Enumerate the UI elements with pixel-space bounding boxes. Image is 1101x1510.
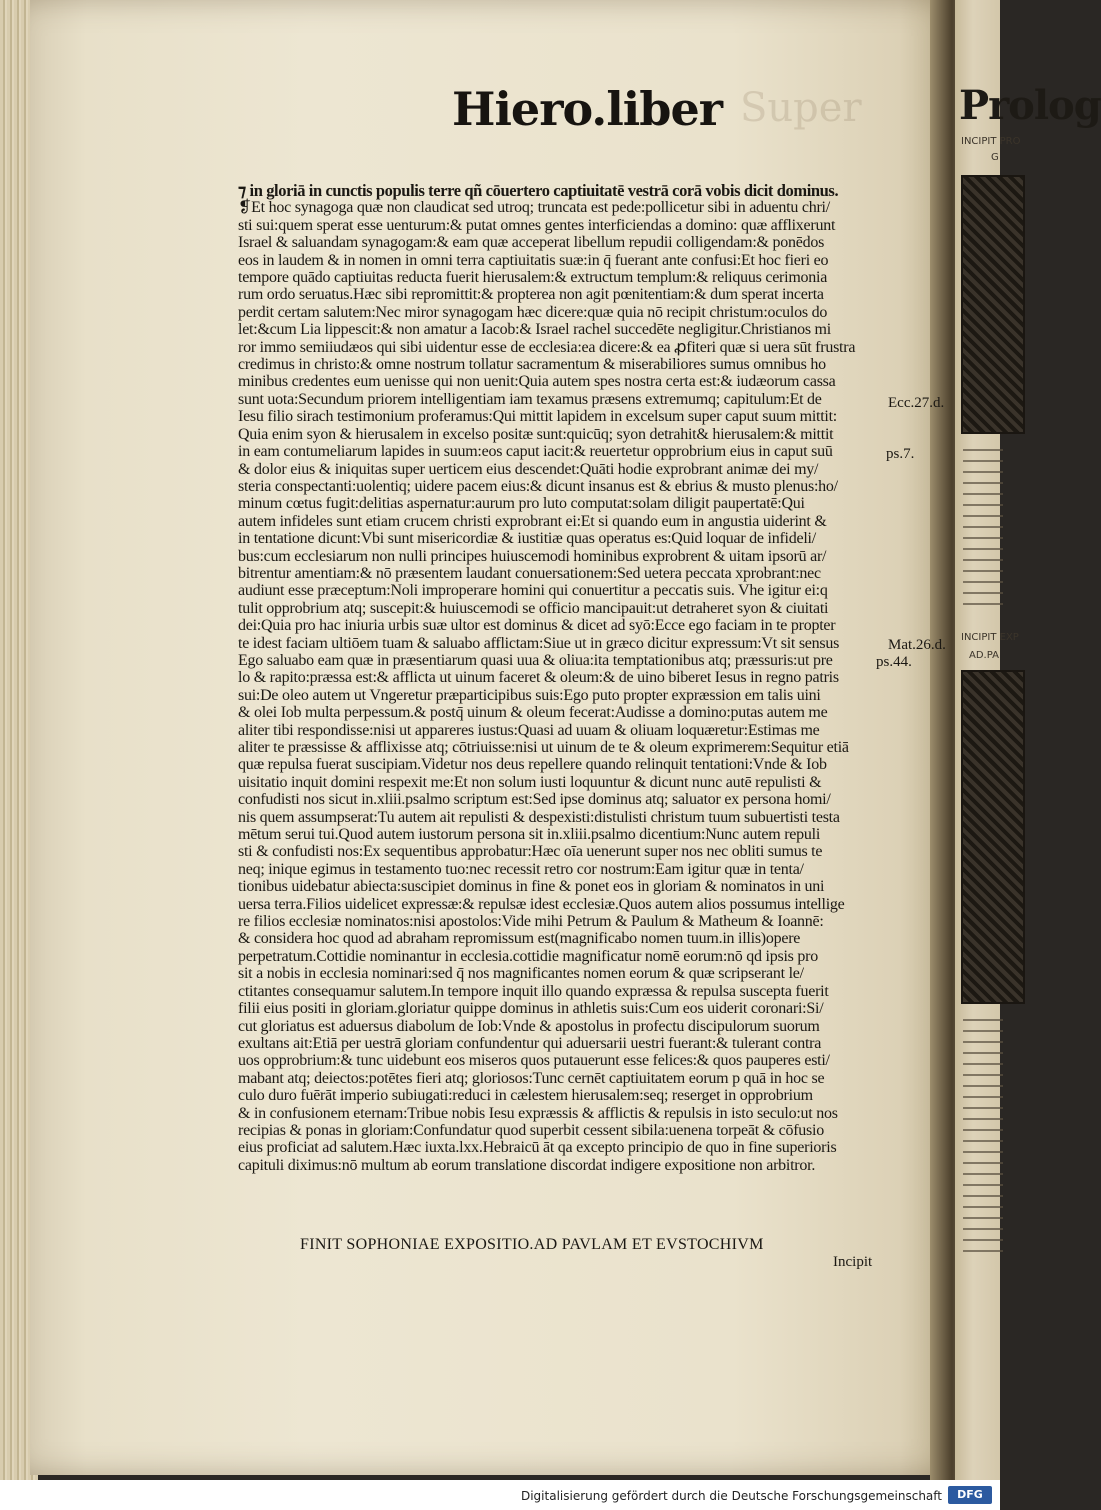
text-line: rum ordo seruatus.Hæc sibi repromittit:& propterea non agit pœnitentiam:& dum sperat incerta (238, 286, 824, 304)
text-line: ❡Et hoc synagoga quæ non claudicat sed utroq; truncata est pede:pollicetur sibi in aduentu chri/ (238, 199, 830, 217)
text-line: quæ repulsa fuerat suscipiam.Videtur nos deus repellere quando relinquit tentationi:Vnde & Iob (238, 756, 827, 774)
text-line: minum cœtus fugit:delitias aspernatur:aurum pro luto computat:solam diligit paupertatē:Qui (238, 495, 805, 513)
facing-page (955, 0, 1101, 1480)
text-line: aliter tibi respondisse:nisi ut appareres iustus:Quasi ad uuam & oliuam loquæretur:Estimas me (238, 721, 820, 739)
text-line: te idest faciam ultiōem tuam & saluabo afflictam:Siue ut in græco dicitur expressum:Vt sit sensus (238, 634, 840, 652)
text-line: re filios ecclesiæ nominatos:nisi apostolos:Vide mihi Petrum & Paulum & Matheum & Ioannē: (238, 913, 824, 931)
text-line: ctitantes consequamur salutem.In tempore inquit illo quando expræssa & repulsa suscepta fuerit (238, 982, 829, 1000)
facing-page-line: INCIPIT EXP (961, 632, 1019, 643)
text-line: sunt uota:Secundum priorem intelligentiam iam texamus præsens extremumq; capitulum:Et de (238, 390, 822, 408)
facing-page-line: G (991, 152, 999, 163)
text-line: & olei Iob multa perpessum.& postq̄ uinum & oleum fecerat:Audisse a domino:putas autem me (238, 704, 828, 722)
text-line: Israel & saluandam synagogam:& eam quæ acceperat libellum repudii colligendam:& ponēdos (238, 234, 825, 252)
text-line: sit a nobis in ecclesia nominari:sed q̄ nos magnificantes nomen eorum & quæ scripserant le/ (238, 965, 804, 983)
facing-page-line: AD.PA (969, 650, 999, 661)
text-line: eos in laudem & in nomen in omni terra captiuitatis suæ:in q̄ fuerant ante confusi:Et hoc fieri eo (238, 251, 829, 269)
text-line: tionibus uidebatur abiecta:suscipiet dominus in fine & ponet eos in gloriam & nominatos in uni (238, 878, 825, 896)
text-line: capituli diximus:nō multum ab eorum translatione discordat indigere expositione non arbitror. (238, 1156, 816, 1174)
catchword: Incipit (833, 1254, 873, 1270)
facing-page-line: INCIPIT PRO (961, 136, 1021, 147)
text-line: perpetratum.Cottidie nominantur in ecclesia.cottidie magnificatur nomē eorum:nō qd ipsis pro (238, 947, 818, 965)
text-line: minibus credentes eum uenisse qui non uenit:Quia autem spes nostra certa est:& iudæorum cassa (238, 373, 836, 391)
text-line: tulit opprobrium atq; suscepit:& huiuscemodi se officio mancipauit:ut detraheret syon & ciuitati (238, 599, 829, 617)
text-line: confudisti nos sicut in.xliii.psalmo scriptum est:Sed ipse dominus atq; saluator ex persona homi/ (238, 791, 831, 809)
text-line: bitrentur amentiam:& nō præsentem laudant conuersationem:Sed uetera peccata xprobrant:nec (238, 564, 821, 582)
text-line: uisitatio inquit domini respexit me:Et non solum iusti loquuntur & dicunt nunc autē repulisti & (238, 773, 822, 791)
text-line: & in confusionem eternam:Tribue nobis Iesu expræssis & afflictis & repulsis in isto seculo:ut nos (238, 1104, 838, 1122)
main-text-block (238, 182, 883, 1174)
text-line: Iesu filio sirach testimonium proferamus:Qui mittit lapidem in excelsum super caput suum mittit: (238, 408, 837, 426)
text-line: Quia enim syon & hierusalem in excelso positæ sunt:quicūq; syon detrahit& hierusalem:& mittit (238, 425, 834, 443)
text-line: ror immo semiiudæos qui sibi uidentur esse de ecclesia:ea dicere:& ea ꝓfiteri quæ si uera sūt frustra (238, 338, 856, 356)
woodcut-initial (961, 670, 1025, 1004)
facing-page-text (963, 1010, 1003, 1261)
text-line: audiunt esse præceptum:Noli improperare homini qui conuertitur a peccatis suis. Vhe igitur ei:q (238, 582, 828, 600)
text-line: tempore quādo captiuitas reducta fuerit hierusalem:& extructum templum:& reliquus cerimonia (238, 269, 828, 287)
text-line: filii eius positi in gloriam.gloriatur quippe dominus in athletis suis:Cum eos uiderit coronari:Si/ (238, 1000, 824, 1018)
woodcut-initial (961, 175, 1025, 434)
text-line: perdit certam salutem:Nec miror synagogam hæc dicere:quæ quia nō recipit christum:oculos do (238, 303, 828, 321)
text-line: cut gloriatus est aduersus diabolum de Iob:Vnde & apostolus in profectu discipulorum suorum (238, 1017, 820, 1035)
text-line: bus:cum ecclesiarum non nulli principes huiuscemodi hominibus exprobrent & uitam ipsorū ar/ (238, 547, 827, 565)
running-head: Hiero.liber (452, 82, 722, 136)
text-line: dei:Quia pro hac iniuria urbis suæ ultor est dominus & dicet ad syō:Ecce ego faciam in te propter (238, 617, 836, 635)
text-line: lo & rapito:præssa est:& afflicta ut uinum faceret & oleum:& de uino biberet Iesus in regno patris (238, 669, 839, 687)
text-line: recipias & ponas in gloriam:Confundatur quod superbit cessent sibila:uenena torpeāt & cōfusio (238, 1121, 824, 1139)
text-line: in eam contumeliarum lapides in suum:eos caput iacit:& reuertetur opprobrium eius in caput suū (238, 443, 833, 461)
text-line: sti sui:quem sperat esse uenturum:& putat omnes gentes interficiendas a domino: quæ afflixerunt (238, 216, 836, 234)
text-line: exultans ait:Etiā per uestrā gloriam confundentur qui aduersarii uestri fuerant:& tulerant contra (238, 1034, 822, 1052)
text-line: in tentatione dicunt:Vbi sunt misericordiæ & iustitiæ quas operatus es:Quid loquar de infideli/ (238, 530, 816, 548)
text-line: sti & confudisti nos:Ex sequentibus approbatur:Hæc oīa uenerunt super nos nec obliti sumus te (238, 843, 823, 861)
text-line: autem infideles sunt etiam crucem christi exprobrant ei:Et si quando eum in angustia uiderint & (238, 512, 827, 530)
dfg-logo: DFG (948, 1486, 992, 1504)
marginal-note: ps.44. (876, 654, 912, 670)
text-line: eius proficiat ad salutem.Hæc iuxta.lxx.Hebraicū āt qa excepto principio de quo in fine superioris (238, 1139, 837, 1157)
explicit: FINIT SOPHONIAE EXPOSITIO.AD PAVLAM ET EVSTOCHIVM (300, 1236, 764, 1253)
text-line: mabant atq; deiectos:potētes fieri atq; gloriosos:Tunc cernēt captiuitatem eorum p quā in hoc se (238, 1069, 825, 1087)
text-line: ⁊ in gloriā in cunctis populis terre qñ cōuertero captiuitatē vestrā corā vobis dicit dominus. (238, 181, 839, 200)
text-line: culo duro fuērāt imperio subiugati:reduci in cælestem hierusalem:seq; reserget in opprobrium (238, 1087, 813, 1105)
facing-page-title: Prolog (959, 82, 1101, 129)
text-line: neq; inique egimus in testamento tuo:nec recessit retro cor nostrum:Eam igitur quæ in tenta/ (238, 860, 804, 878)
funding-credit: Digitalisierung gefördert durch die Deutsche Forschungsgemeinschaft (520, 1489, 942, 1503)
footer-bar (0, 1480, 1000, 1510)
marginal-note: ps.7. (886, 446, 915, 462)
text-line: credimus in christo:& omne nostrum tollatur sacramentum & miserabiliores sumus omnibus ho (238, 356, 826, 374)
text-line: Ego saluabo eam quæ in præsentiarum quasi uua & oliua:ita temptationibus atq; præssuris:ut pre (238, 651, 833, 669)
text-line: uos opprobrium:& tunc uidebunt eos miseros quos putauerunt esse felices:& quos pauperes esti/ (238, 1052, 830, 1070)
text-line: steria conspectanti:uolentiq; uidere pacem eius:& dicunt insanus est & ebrius & musto plenus:ho/ (238, 477, 838, 495)
bleed-through-text: Super (740, 85, 862, 131)
text-line: & considera hoc quod ad abraham repromissum est(magnificabo nomen tuum.in illis)opere (238, 930, 801, 948)
facing-page-text (963, 440, 1003, 614)
text-line: mētum serui tui.Quod autem iustorum persona sit in.xliii.psalmo dicentium:Nunc autem repuli (238, 826, 821, 844)
text-line: sui:De oleo autem ut Vngeretur præparticipibus suis:Ego puto propter expræssion em talis uini (238, 686, 821, 704)
marginal-note: Mat.26.d. (888, 637, 946, 653)
text-line: & dolor eius & iniquitas super uerticem eius descendet:Quāti hodie exprobrant animæ dei my/ (238, 460, 819, 478)
text-line: nis quem assumpserat:Tu autem ait repulisti & despexisti:distulisti christum tuum subuertisti testa (238, 808, 840, 826)
text-line: uersa terra.Filios uidelicet expressæ:& repulsæ idest ecclesiæ.Quos autem alios possumus intellige (238, 895, 845, 913)
text-line: let:&cum Lia lippescit:& non amatur a Iacob:& Israel rachel succedēte negligitur.Christianos mi (238, 321, 831, 339)
text-line: aliter te præssisse & afflixisse atq; cōtriuisse:nisi ut uinum de te & oleum exprimerem:Sequitur etiā (238, 739, 849, 756)
marginal-note: Ecc.27.d. (888, 395, 945, 411)
